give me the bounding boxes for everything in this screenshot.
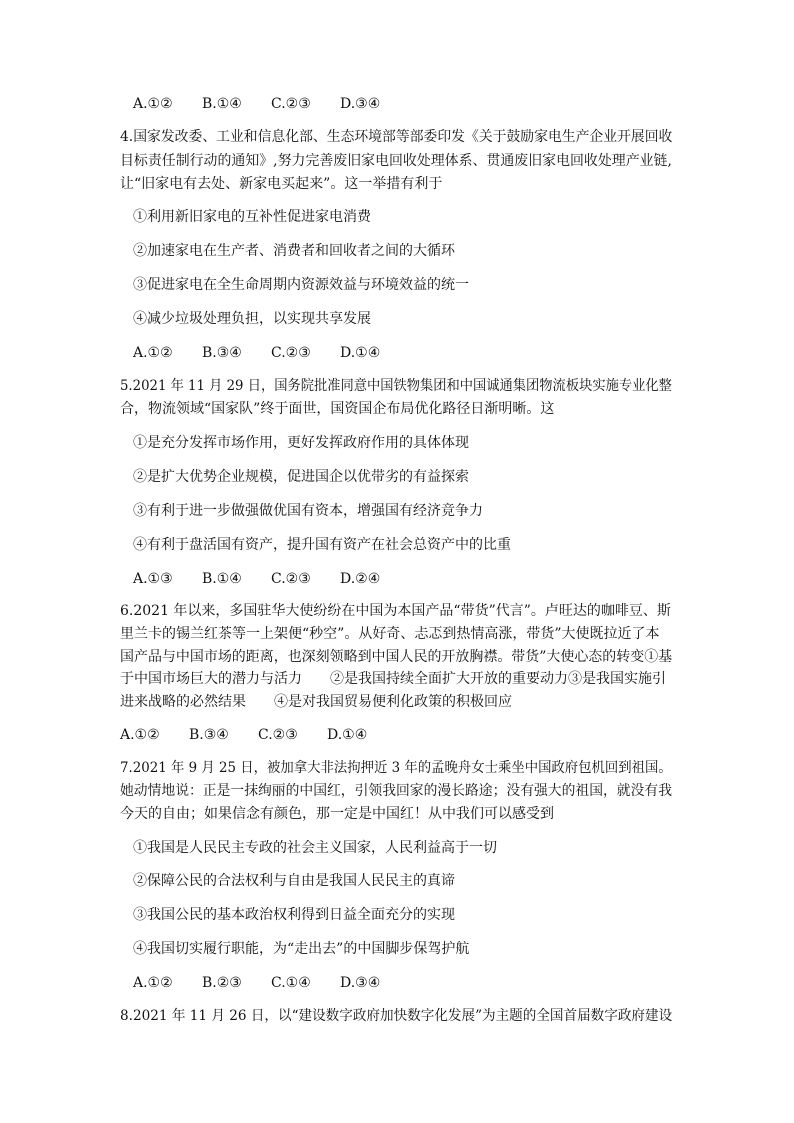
q5-option-4: ④有利于盘活国有资产，提升国有资产在社会总资产中的比重 [133, 537, 511, 553]
q4-option-2: ②加速家电在生产者、消费者和回收者之间的大循环 [133, 243, 455, 259]
q4-stem-line-2: 目标责任制行动的通知》,努力完善废旧家电回收处理体系、贯通废旧家电回收处理产业链, [120, 153, 672, 169]
q5-option-2: ②是扩大优势企业规模，促进国企以优带劣的有益探索 [133, 469, 469, 485]
q6-choice-d[interactable]: D.①④ [327, 727, 368, 743]
q4-choice-c[interactable]: C.②③ [271, 345, 311, 361]
q7-option-1: ①我国是人民民主专政的社会主义国家，人民利益高于一切 [133, 840, 497, 856]
q4-stem-line-1: 4.国家发改委、工业和信息化部、生态环境部等部委印发《关于鼓励家电生产企业开展回收 [120, 129, 673, 145]
q5-choice-a[interactable]: A.①③ [133, 571, 173, 587]
q7-stem-line-1: 7.2021 年 9 月 25 日，被加拿大非法拘押近 3 年的孟晚舟女士乘坐中国政府包机回到祖国。 [120, 760, 672, 776]
q5-choices [133, 569, 380, 589]
q5-stem-line-2: 合，物流领域“国家队”终于面世，国资国企布局优化路径日渐明晰。这 [120, 401, 555, 417]
q4-option-4: ④减少垃圾处理负担，以实现共享发展 [133, 311, 371, 327]
q4-choice-b[interactable]: B.③④ [202, 345, 242, 361]
q7-choice-c[interactable]: C.①④ [271, 975, 311, 991]
q5-choice-c[interactable]: C.②③ [271, 571, 311, 587]
q6-choices [120, 725, 367, 745]
q4-option-1: ①利用新旧家电的互补性促进家电消费 [133, 209, 371, 225]
q8-stem-line-1: 8.2021 年 11 月 26 日，以“建设数字政府加快数字化发展”为主题的全国首届数字政府建设 [120, 1008, 673, 1024]
q6-stem-line-2: 里兰卡的锡兰红茶等一上架便“秒空”。从好奇、忐忑到热情高涨，带货”大使既拉近了本 [120, 626, 660, 642]
q7-choices [133, 973, 380, 993]
q4-option-3: ③促进家电在全生命周期内资源效益与环境效益的统一 [133, 277, 469, 293]
q6-choice-a[interactable]: A.①② [120, 727, 160, 743]
q4-choice-d[interactable]: D.①④ [340, 345, 381, 361]
q7-option-3: ③我国公民的基本政治权利得到日益全面充分的实现 [133, 907, 455, 923]
q4-stem-line-3: 让“旧家电有去处、新家电买起来”。这一举措有利于 [120, 176, 443, 192]
q3-choice-c[interactable]: C.②③ [271, 96, 311, 112]
q4-choices [133, 343, 380, 363]
q6-stem-line-4: 于中国市场巨大的潜力与活力 ②是我国持续全面扩大开放的重要动力③是我国实施引 [120, 671, 666, 687]
q6-stem-line-3: 国产品与中国市场的距离，也深刻领略到中国人民的开放胸襟。带货”大使心态的转变①基 [120, 649, 673, 665]
q5-choice-b[interactable]: B.①④ [202, 571, 242, 587]
q5-option-3: ③有利于进一步做强做优国有资本，增强国有经济竞争力 [133, 503, 483, 519]
q5-stem-line-1: 5.2021 年 11 月 29 日，国务院批准同意中国铁物集团和中国诚通集团物流板块实施专业化整 [120, 378, 672, 394]
q5-choice-d[interactable]: D.②④ [340, 571, 381, 587]
q7-choice-d[interactable]: D.③④ [340, 975, 381, 991]
q7-option-4: ④我国切实履行职能，为“走出去”的中国脚步保驾护航 [133, 941, 470, 957]
q3-choices [133, 94, 380, 114]
q6-stem-line-5: 进来战略的必然结果 ④是对我国贸易便利化政策的积极回应 [120, 694, 512, 710]
q6-choice-c[interactable]: C.②③ [258, 727, 298, 743]
q6-stem-line-1: 6.2021 年以来，多国驻华大使纷纷在中国为本国产品“带货”代言”。卢旺达的咖啡豆、斯 [120, 603, 671, 619]
q3-choice-b[interactable]: B.①④ [202, 96, 242, 112]
q7-choice-a[interactable]: A.①② [133, 975, 173, 991]
q7-choice-b[interactable]: B.②③ [202, 975, 242, 991]
q6-choice-b[interactable]: B.③④ [189, 727, 229, 743]
q3-choice-a[interactable]: A.①② [133, 96, 173, 112]
q7-stem-line-2: 她动情地说：正是一抹绚丽的中国红，引领我回家的漫长路途；没有强大的祖国，就没有我 [120, 783, 672, 799]
q4-choice-a[interactable]: A.①② [133, 345, 173, 361]
q7-option-2: ②保障公民的合法权利与自由是我国人民民主的真谛 [133, 873, 455, 889]
q3-choice-d[interactable]: D.③④ [340, 96, 381, 112]
q7-stem-line-3: 今天的自由；如果信念有颜色，那一定是中国红！从中我们可以感受到 [120, 806, 554, 822]
q5-option-1: ①是充分发挥市场作用，更好发挥政府作用的具体体现 [133, 435, 469, 451]
